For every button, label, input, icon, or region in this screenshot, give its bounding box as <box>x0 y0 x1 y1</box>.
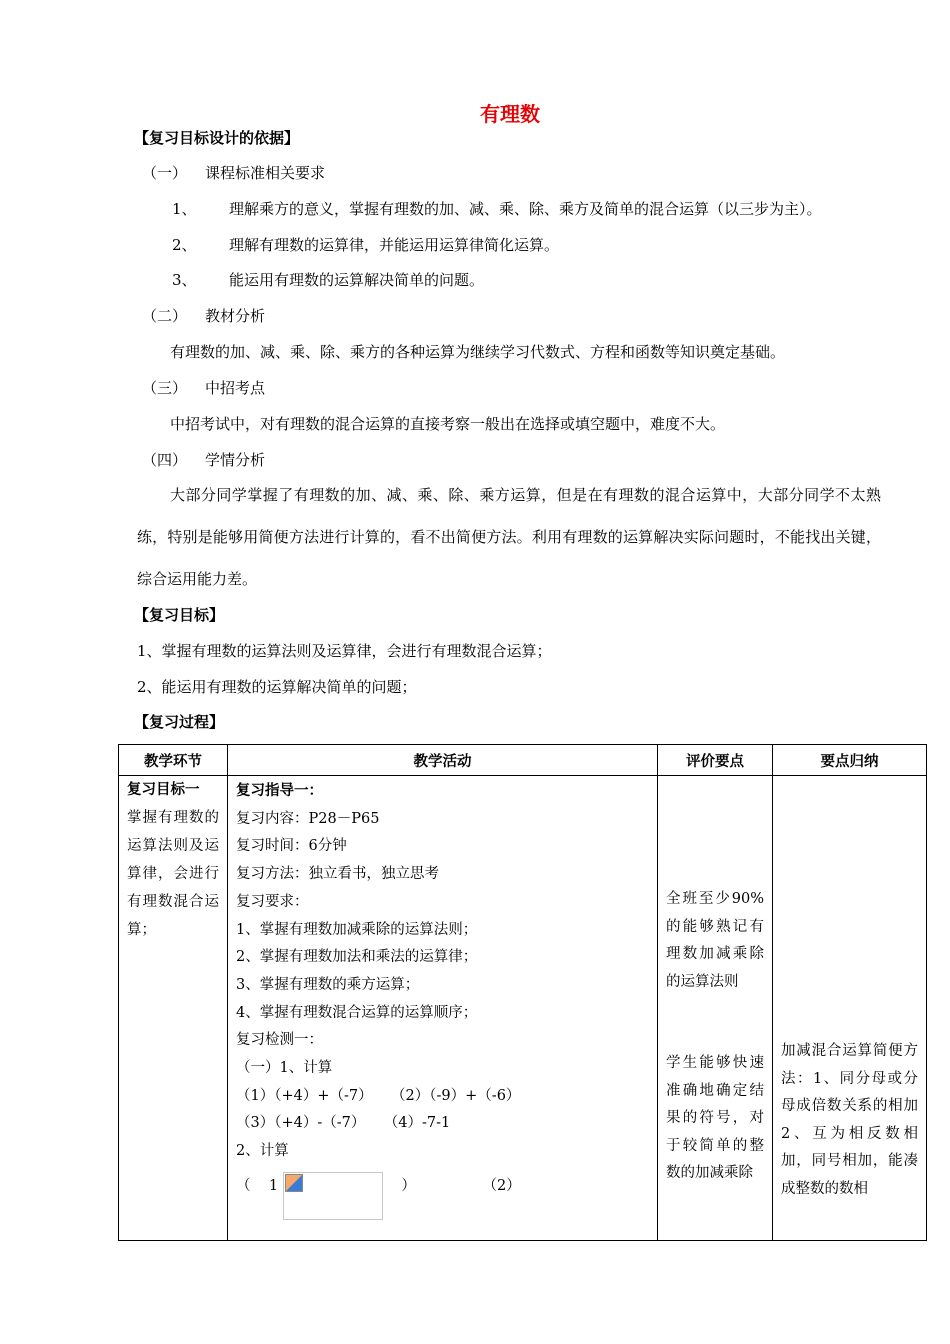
process-heading: 【复习过程】 <box>134 713 225 731</box>
part3-label: 中招考点 <box>205 379 266 397</box>
stage-title: 复习目标一 <box>127 782 200 798</box>
activity-line: 4、掌握有理数混合运算的运算顺序； <box>236 1004 478 1021</box>
header-activity: 教学活动 <box>228 745 658 776</box>
part3-number: （三） <box>142 379 188 397</box>
part1-label: 课程标准相关要求 <box>205 164 326 182</box>
header-stage: 教学环节 <box>119 745 228 776</box>
part1-number: （一） <box>142 164 188 182</box>
stage-cell <box>119 776 228 1241</box>
activity-line: 2、掌握有理数加法和乘法的运算律； <box>236 949 478 966</box>
activity-line: 复习方法：独立看书，独立思考 <box>236 866 439 883</box>
activity-line: （1）（+4）+（-7） （2）（-9）+（-6） <box>236 1087 521 1104</box>
page-title: 有理数 <box>480 102 540 126</box>
item1-text: 理解乘方的意义，掌握有理数的加、减、乘、除、乘方及简单的混合运算（以三步为主）。 <box>229 200 822 218</box>
broken-image-icon <box>285 1174 303 1192</box>
activity-line: （3）（+4）-（-7） （4）-7-1 <box>236 1115 451 1132</box>
part4-label: 学情分析 <box>205 451 266 469</box>
item2-text: 理解有理数的运算律，并能运用运算律简化运算。 <box>229 236 560 254</box>
item1-number: 1、 <box>172 200 197 218</box>
goals-heading: 【复习目标】 <box>134 606 225 624</box>
formula-close-paren: ） <box>401 1177 416 1194</box>
summary-cell <box>773 776 927 1241</box>
part4-text: 大部分同学掌握了有理数的加、减、乘、除、乘方运算，但是在有理数的混合运算中，大部分同学不太熟练，特别是能够用简便方法进行计算的，看不出简便方法。利用有理数的运算解决实际问题时，不能找出关键，综合运用能力差。 <box>137 486 881 588</box>
header-summary: 要点归纳 <box>773 745 927 776</box>
summary-text: 加减混合运算简便方法：1、同分母或分母成倍数关系的相加2、互为相反数相加，同号相加，能凑成整数的数相 <box>781 1043 918 1197</box>
evaluation-point-2: 学生能够快速准确地确定结果的符号，对于较简单的整数的加减乘除 <box>666 1055 764 1181</box>
basis-heading: 【复习目标设计的依据】 <box>134 129 300 147</box>
table-row <box>119 776 927 1241</box>
part2-label: 教材分析 <box>205 307 266 325</box>
activity-formula-row <box>236 1174 649 1220</box>
activity-line: 复习要求： <box>236 893 309 910</box>
part4-number: （四） <box>142 451 188 469</box>
activity-line: （一）1、计算 <box>236 1060 333 1077</box>
activity-line: 复习内容：P28－P65 <box>236 810 380 827</box>
formula-image-placeholder <box>283 1172 383 1220</box>
formula-label-2: （2） <box>482 1177 521 1194</box>
part2-text: 有理数的加、减、乘、除、乘方的各种运算为继续学习代数式、方程和函数等知识奠定基础。 <box>170 343 786 361</box>
header-evaluation: 评价要点 <box>658 745 773 776</box>
goal-1: 1、掌握有理数的运算法则及运算律，会进行有理数混合运算； <box>137 642 552 660</box>
activity-line: 复习时间：6分钟 <box>236 838 347 855</box>
formula-label-1: （ 1 <box>236 1177 279 1194</box>
activity-line: 3、掌握有理数的乘方运算； <box>236 976 420 993</box>
activity-title: 复习指导一： <box>236 783 323 799</box>
item2-number: 2、 <box>172 236 197 254</box>
evaluation-point-1: 全班至少90%的能够熟记有理数加减乘除的运算法则 <box>666 891 764 990</box>
evaluation-cell <box>658 776 773 1241</box>
activity-line: 2、计算 <box>236 1143 289 1160</box>
stage-text: 掌握有理数的运算法则及运算律，会进行有理数混合运算； <box>127 810 219 938</box>
item3-text: 能运用有理数的运算解决简单的问题。 <box>229 271 485 289</box>
activity-cell <box>228 776 658 1241</box>
goal-2: 2、能运用有理数的运算解决简单的问题； <box>137 678 417 696</box>
part3-text: 中招考试中，对有理数的混合运算的直接考察一般出在选择或填空题中，难度不大。 <box>170 415 726 433</box>
review-process-table <box>118 744 927 1241</box>
activity-line: 复习检测一： <box>236 1032 323 1049</box>
item3-number: 3、 <box>172 271 197 289</box>
activity-line: 1、掌握有理数加减乘除的运算法则； <box>236 921 478 938</box>
part2-number: （二） <box>142 307 188 325</box>
table-header-row <box>119 745 927 776</box>
